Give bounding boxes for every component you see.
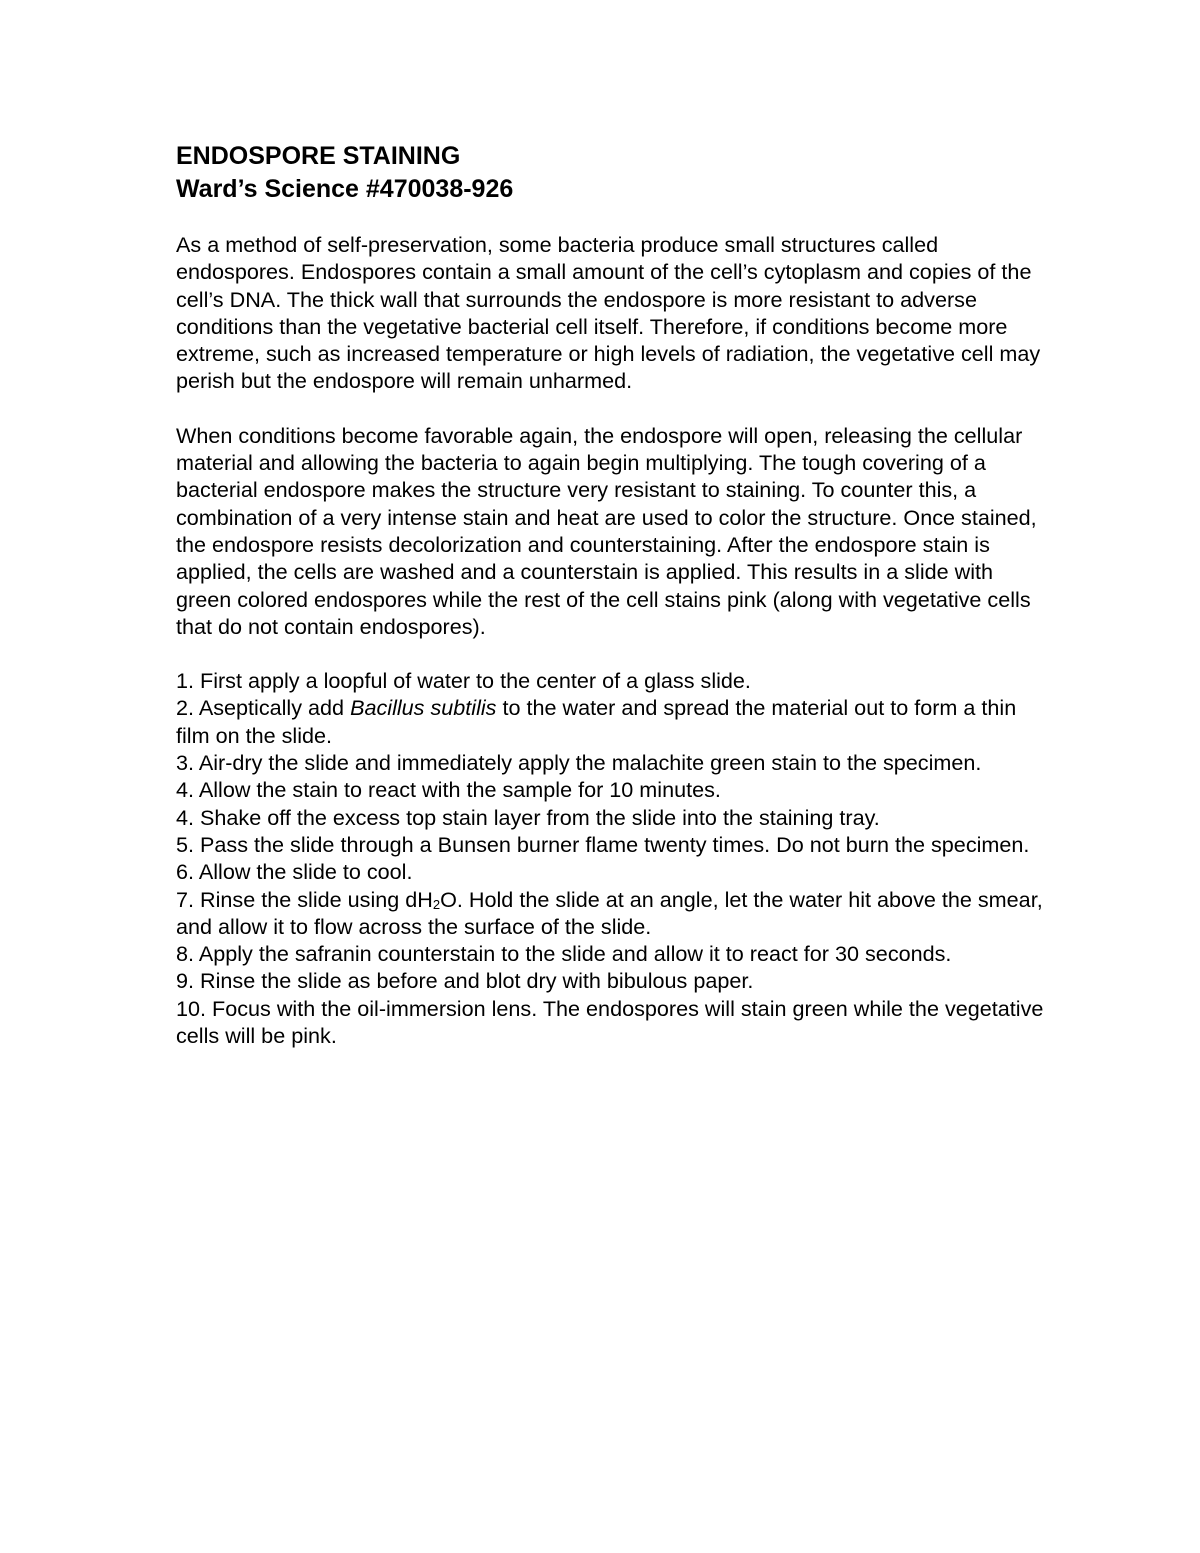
paragraph-intro: As a method of self-preservation, some bacteria produce small structures called endospores. Endospores contain a small amount of the cell’s cytoplasm and copies of the cell’s DNA. The thick wall that surrounds the endospore is more resistant to adverse conditions than the vegetative bacterial cell itself. Therefore, if conditions become more extreme, such as increased temperature or high levels of radiation, the vegetative cell may perish but the endospore will remain unharmed. — [176, 232, 1041, 394]
step-item: 6. Allow the slide to cool. — [176, 859, 413, 885]
step-item: 1. First apply a loopful of water to the center of a glass slide. — [176, 668, 751, 694]
step-item: 3. Air-dry the slide and immediately apply the malachite green stain to the specimen. — [176, 750, 982, 776]
subscript: 2 — [432, 896, 441, 912]
step-item: 9. Rinse the slide as before and blot dry with bibulous paper. — [176, 968, 754, 994]
step-item: 10. Focus with the oil-immersion lens. The endospores will stain green while the vegetative cells will be pink. — [176, 995, 1044, 1049]
paragraph-process: When conditions become favorable again, the endospore will open, releasing the cellular material and allowing the bacteria to again begin multiplying. The tough covering of a bacterial endospore makes the structure very resistant to staining. To counter this, a combination of a very intense stain and heat are used to color the structure. Once stained, the endospore resists decolorization and counterstaining. After the endospore stain is applied, the cells are washed and a counterstain is applied. This results in a slide with green colored endospores while the rest of the cell stains pink (along with vegetative cells that do not contain endospores). — [176, 422, 1037, 639]
step-text: 7. Rinse the slide using dH — [176, 886, 433, 912]
step-item: 8. Apply the safranin counterstain to the slide and allow it to react for 30 seconds. — [176, 941, 952, 967]
species-name: Bacillus subtilis — [350, 695, 497, 721]
step-item: 4. Allow the stain to react with the sample for 10 minutes. — [176, 777, 721, 803]
step-item: 4. Shake off the excess top stain layer from the slide into the staining tray. — [176, 804, 880, 830]
document-title: ENDOSPORE STAINING — [176, 142, 461, 170]
step-text: to the water and spread the material out to form a thin film on the slide. — [176, 695, 1017, 748]
step-item — [176, 694, 1046, 749]
document-subtitle: Ward’s Science #470038-926 — [176, 175, 514, 203]
step-text: 2. Aseptically add — [176, 695, 351, 721]
step-item: 5. Pass the slide through a Bunsen burner flame twenty times. Do not burn the specimen. — [176, 831, 1030, 857]
step-item — [176, 886, 1046, 941]
procedure-steps — [176, 667, 1046, 1049]
document-page — [176, 140, 1046, 1049]
step-text: O. Hold the slide at an angle, let the water hit above the smear, and allow it to flow across the surface of the slide. — [176, 886, 1043, 939]
